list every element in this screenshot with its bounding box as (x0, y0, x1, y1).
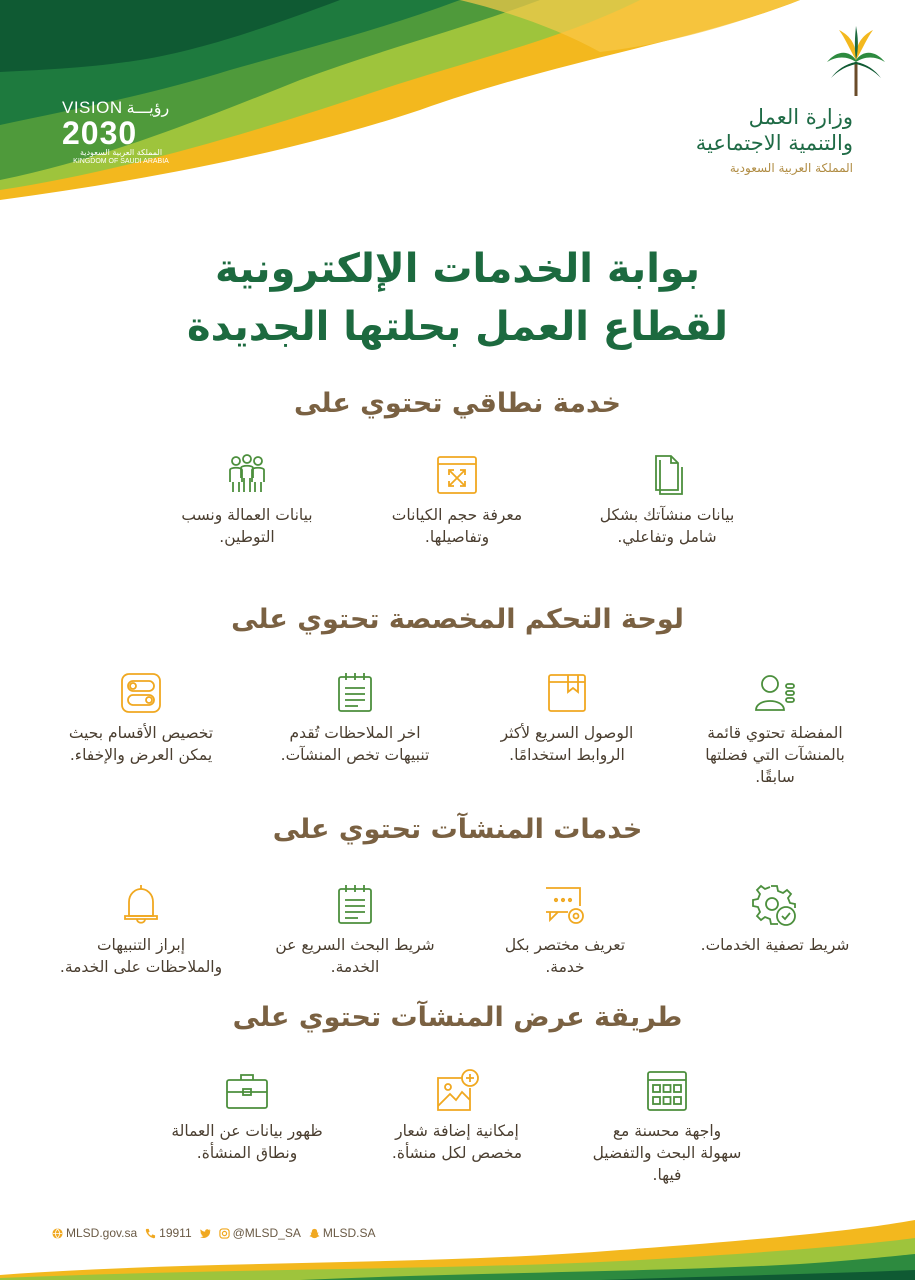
main-title-line2: لقطاع العمل بحلتها الجديدة (186, 304, 729, 350)
feature-item: تعريف مختصر بكل خدمة. (460, 882, 670, 978)
vision-year: 2030 (62, 115, 138, 151)
people-icon (224, 452, 270, 498)
ministry-name-line1: وزارة العمل (748, 105, 853, 129)
toggle-icon (118, 670, 164, 716)
bookmark-icon (544, 670, 590, 716)
phone-icon (145, 1228, 156, 1239)
vision-country-ar: المملكة العربية السعودية (79, 148, 163, 157)
section-title-nitaqat: خدمة نطاقي تحتوي على (294, 388, 621, 419)
briefcase-icon (224, 1068, 270, 1114)
feature-item: ظهور بيانات عن العمالة ونطاق المنشأة. (142, 1068, 352, 1164)
feature-item: معرفة حجم الكيانات وتفاصيلها. (352, 452, 562, 548)
ministry-name-line2: والتنمية الاجتماعية (695, 131, 853, 155)
documents-icon (644, 452, 690, 498)
feature-item: إبراز التنبيهات والملاحظات على الخدمة. (36, 882, 246, 978)
vision-en: VISION (62, 98, 123, 117)
section-title-display: طريقة عرض المنشآت تحتوي على (232, 1002, 683, 1033)
bell-icon (118, 882, 164, 928)
snapchat-icon (309, 1228, 320, 1239)
vision-ar: رؤيـــة (126, 100, 170, 117)
grid-icon (644, 1068, 690, 1114)
feature-item: اخر الملاحظات تُقدم تنبيهات تخص المنشآت. (250, 670, 460, 766)
main-title-line1: بوابة الخدمات الإلكترونية (214, 246, 701, 292)
expand-icon (434, 452, 480, 498)
phone-link[interactable]: 19911 (145, 1226, 191, 1240)
section-title-services: خدمات المنشآت تحتوي على (272, 814, 643, 845)
ministry-logo-text (643, 104, 853, 180)
feature-item: إمكانية إضافة شعار مخصص لكل منشأة. (352, 1068, 562, 1164)
twitter-link[interactable] (200, 1228, 211, 1239)
section-title-dashboard: لوحة التحكم المخصصة تحتوي على (231, 604, 684, 635)
vision-country-en: KINGDOM OF SAUDI ARABIA (73, 158, 169, 165)
snapchat-link[interactable]: MLSD.SA (309, 1226, 376, 1240)
globe-icon (52, 1228, 63, 1239)
feature-item: المفضلة تحتوي قائمة بالمنشآت التي فضلتها سابقًا. (670, 670, 880, 788)
instagram-icon (219, 1228, 230, 1239)
feature-item: الوصول السريع لأكثر الروابط استخدامًا. (462, 670, 672, 766)
feature-item: واجهة محسنة مع سهولة البحث والتفضيل فيها. (562, 1068, 772, 1186)
feature-item: بيانات العمالة ونسب التوطين. (142, 452, 352, 548)
feature-item: تخصيص الأقسام بحيث يمكن العرض والإخفاء. (36, 670, 246, 766)
notepad-icon (332, 670, 378, 716)
image-add-icon (434, 1068, 480, 1114)
feature-item: شريط البحث السريع عن الخدمة. (250, 882, 460, 978)
main-title (0, 240, 915, 356)
website-link[interactable]: MLSD.gov.sa (52, 1226, 137, 1240)
vision-2030-logo (62, 98, 180, 166)
gear-check-icon (752, 882, 798, 928)
twitter-icon (200, 1228, 211, 1239)
palm-icon (825, 26, 887, 96)
instagram-link[interactable]: @MLSD_SA (219, 1226, 301, 1240)
feature-item: بيانات منشآتك بشكل شامل وتفاعلي. (562, 452, 772, 548)
chat-gear-icon (542, 882, 588, 928)
feature-item: شريط تصفية الخدمات. (670, 882, 880, 956)
notepad-icon (332, 882, 378, 928)
user-list-icon (752, 670, 798, 716)
ministry-country: المملكة العربية السعودية (729, 161, 853, 175)
footer-contacts (52, 1226, 376, 1240)
